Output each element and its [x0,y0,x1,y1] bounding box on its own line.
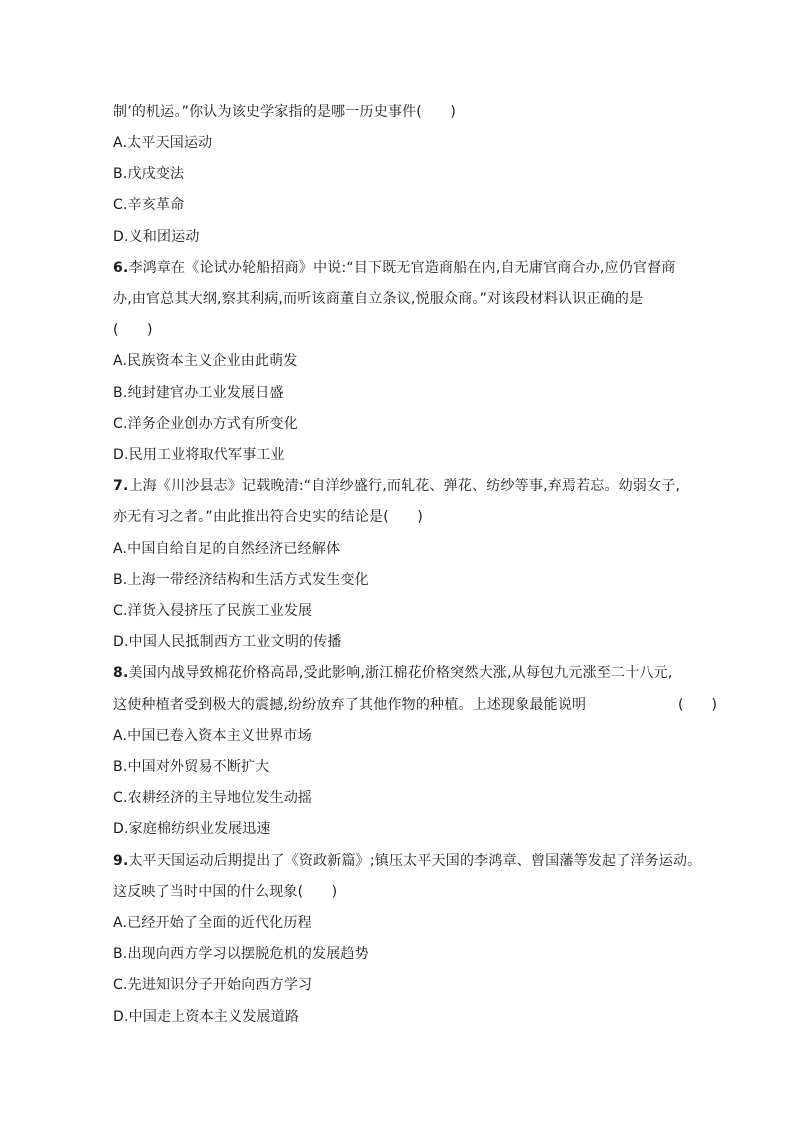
q6-stem-line2: 办,由官总其大纲,察其利病,而听该商董自立条议,悦服众商。”对该段材料认识正确的是 [113,291,644,307]
q9-option-b: B.出现向西方学习以摆脱危机的发展趋势 [113,946,369,962]
q7-stem-line1 [113,477,680,495]
q7-option-a: A.中国自给自足的自然经济已经解体 [113,541,341,557]
q7-stem-line2: 亦无有习之者。”由此推出符合史实的结论是( ) [113,509,423,525]
q6-option-b: B.纯封建官办工业发展日盛 [113,385,284,401]
q9-stem-text1: 太平天国运动后期提出了《资政新篇》;镇压太平天国的李鸿章、曾国藩等发起了洋务运动。 [128,853,702,869]
q7-number: 7. [113,478,129,494]
q9-option-c: C.先进知识分子开始向西方学习 [113,977,313,993]
q6-option-d: D.民用工业将取代军事工业 [113,447,285,463]
q6-stem-line1 [113,259,676,277]
q9-number: 9. [113,853,129,869]
q9-option-a: A.已经开始了全面的近代化历程 [113,915,312,931]
q6-number: 6. [113,260,129,276]
q5-stem-tail: 制’的机运。”你认为该史学家指的是哪一历史事件( ) [113,104,457,120]
q8-option-c: C.农耕经济的主导地位发生动摇 [113,790,313,806]
q8-option-a: A.中国已卷入资本主义世界市场 [113,728,312,744]
q6-option-c: C.洋务企业创办方式有所变化 [113,416,299,432]
q8-option-d: D.家庭棉纺织业发展迅速 [113,821,271,837]
q7-option-b: B.上海一带经济结构和生活方式发生变化 [113,572,369,588]
q8-stem-line2: 这使种植者受到极大的震撼,纷纷放弃了其他作物的种植。上述现象最能说明 [113,697,587,713]
q8-stem-text1: 美国内战导致棉花价格高昂,受此影响,浙江棉花价格突然大涨,从每包九元涨至二十八元, [128,665,673,681]
q6-option-a: A.民族资本主义企业由此萌发 [113,353,298,369]
q8-option-b: B.中国对外贸易不断扩大 [113,759,270,775]
q7-option-d: D.中国人民抵制西方工业文明的传播 [113,634,342,650]
q7-option-c: C.洋货入侵挤压了民族工业发展 [113,603,313,619]
q9-option-d: D.中国走上资本主义发展道路 [113,1009,300,1025]
q5-option-a: A.太平天国运动 [113,135,213,151]
q9-stem-line2: 这反映了当时中国的什么现象( ) [113,884,338,900]
q8-number: 8. [113,665,129,681]
q8-stem-line1 [113,664,672,682]
q5-option-c: C.辛亥革命 [113,197,185,213]
q6-answer-paren: ( ) [113,322,153,338]
q6-stem-text1: 李鸿章在《论试办轮船招商》中说:“目下既无官造商船在内,自无庸官商合办,应仍官督商 [128,260,676,276]
q5-option-d: D.义和团运动 [113,229,200,245]
q5-option-b: B.戊戌变法 [113,166,185,182]
q8-answer-paren: ( ) [678,697,717,713]
q9-stem-line1 [113,852,701,870]
q7-stem-text1: 上海《川沙县志》记载晚清:“自洋纱盛行,而轧花、弹花、纺纱等事,弃焉若忘。幼弱女子, [128,478,681,494]
